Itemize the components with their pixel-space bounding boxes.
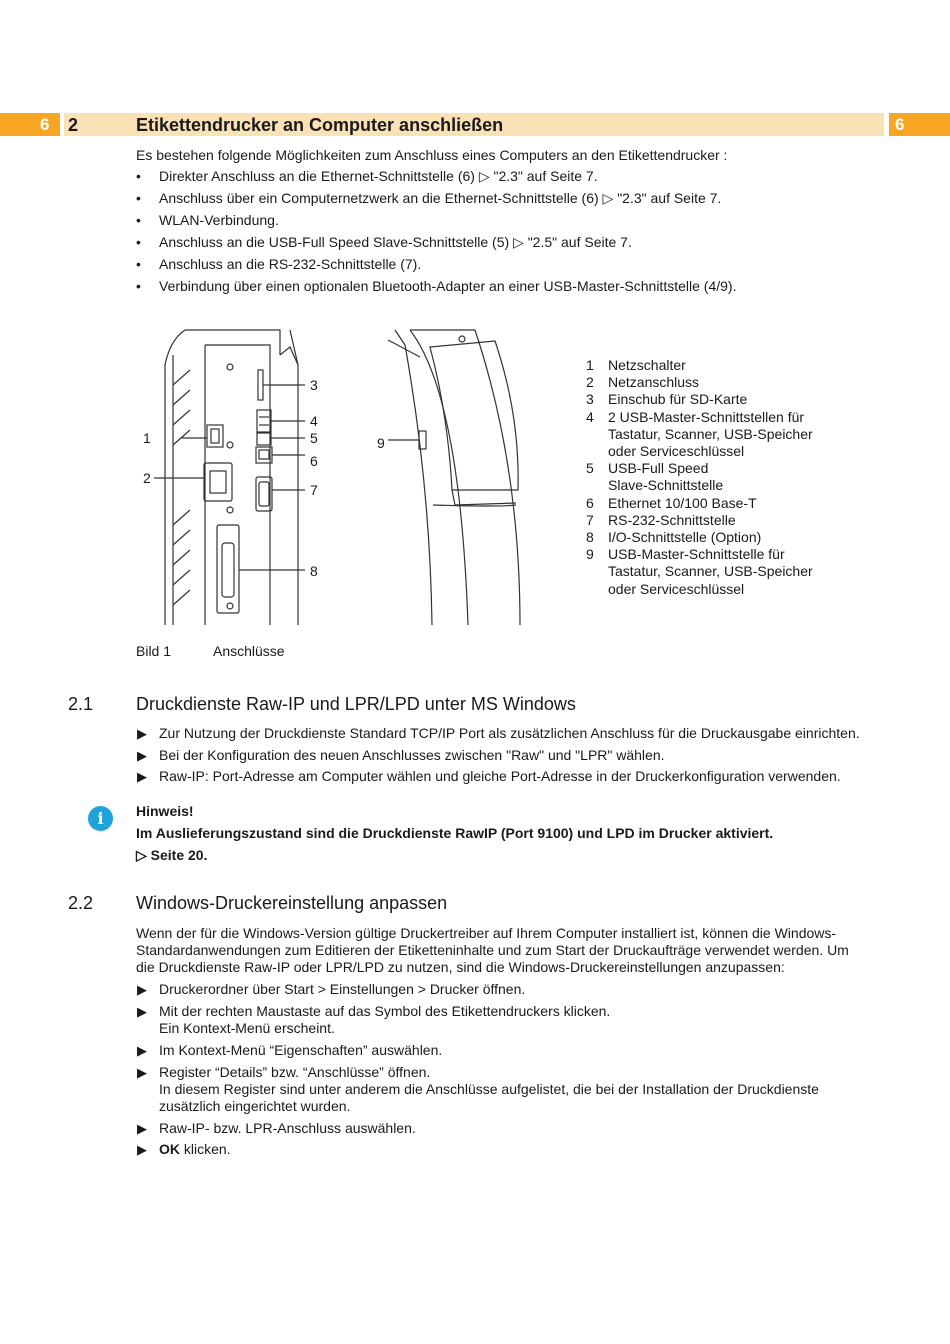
paragraph-line: Standardanwendungen zum Editieren der Etiketteninhalte und zum Start der Druckaufträge verwendet werden. Um — [136, 942, 849, 958]
step-item: Raw-IP: Port-Adresse am Computer wählen und gleiche Port-Adresse in der Druckerkonfiguration verwenden. — [159, 768, 841, 784]
note-line-2: ▷ Seite 20. — [136, 847, 208, 863]
intro-text: Es bestehen folgende Möglichkeiten zum Anschluss eines Computers an den Etikettendrucker : — [136, 147, 728, 163]
step-item: Register “Details” bzw. “Anschlüsse” öffnen. — [159, 1064, 431, 1080]
bullet-dot: • — [136, 212, 141, 228]
bullet-dot: • — [136, 256, 141, 272]
step-arrow-icon: ▶ — [137, 1043, 147, 1058]
page-number-right: 6 — [895, 115, 905, 134]
ok-label: OK — [159, 1141, 180, 1157]
paragraph-line: Wenn der für die Windows-Version gültige Druckertreiber auf Ihrem Computer installiert ist, können die Windows- — [136, 925, 837, 941]
legend-item-cont: oder Serviceschlüssel — [608, 443, 745, 460]
step-arrow-icon: ▶ — [137, 1142, 147, 1157]
figure-caption-text: Anschlüsse — [213, 643, 285, 659]
step-arrow-icon: ▶ — [137, 982, 147, 997]
list-item: Anschluss an die RS-232-Schnittstelle (7). — [159, 256, 422, 272]
legend-item-cont: Tastatur, Scanner, USB-Speicher — [608, 425, 813, 442]
callout-3: 3 — [310, 377, 318, 393]
printer-connectors-illustration — [130, 325, 550, 630]
bullet-dot: • — [136, 168, 141, 184]
step-arrow-icon: ▶ — [137, 769, 147, 784]
legend-item: 5 USB-Full Speed — [586, 460, 709, 477]
legend-item: 3 Einschub für SD-Karte — [586, 391, 748, 408]
callout-1: 1 — [143, 430, 151, 446]
section-2-2-number: 2.2 — [68, 893, 94, 913]
step-item — [159, 1141, 231, 1158]
legend-item-cont: oder Serviceschlüssel — [608, 580, 745, 597]
callout-9: 9 — [377, 435, 385, 451]
legend-item: 1 Netzschalter — [586, 357, 686, 373]
step-item: Im Kontext-Menü “Eigenschaften” auswählen. — [159, 1042, 443, 1058]
section-2-1-title: Druckdienste Raw-IP und LPR/LPD unter MS Windows — [136, 694, 576, 714]
step-item-cont: Ein Kontext-Menü erscheint. — [159, 1020, 335, 1036]
chapter-number: 2 — [68, 115, 79, 135]
legend-item: 6 Ethernet 10/100 Base-T — [586, 494, 757, 511]
step-item: Zur Nutzung der Druckdienste Standard TCP/IP Port als zusätzlichen Anschluss für die Druckausgabe einrichten. — [159, 725, 860, 741]
step-arrow-icon: ▶ — [137, 748, 147, 763]
legend-item: 8 I/O-Schnittstelle (Option) — [586, 529, 762, 546]
chapter-title: Etikettendrucker an Computer anschließen — [136, 115, 504, 135]
legend-item-cont: Slave-Schnittstelle — [608, 477, 724, 494]
info-icon: i — [88, 806, 113, 831]
list-item: WLAN-Verbindung. — [159, 212, 279, 228]
legend-item: 9 USB-Master-Schnittstelle für — [586, 546, 785, 563]
step-item-cont: In diesem Register sind unter anderem die Anschlüsse aufgelistet, die bei der Installation der Druckdienste — [159, 1081, 819, 1097]
step-item: Bei der Konfiguration des neuen Anschlusses zwischen "Raw" und "LPR" wählen. — [159, 747, 665, 763]
legend-item-cont: Tastatur, Scanner, USB-Speicher — [608, 563, 813, 580]
figure-legend — [586, 357, 813, 598]
step-item: Mit der rechten Maustaste auf das Symbol des Etikettendruckers klicken. — [159, 1003, 611, 1019]
section-2-2-title: Windows-Druckereinstellung anpassen — [136, 893, 448, 913]
list-item: Anschluss an die USB-Full Speed Slave-Schnittstelle (5) ▷ "2.5" auf Seite 7. — [159, 234, 632, 250]
step-item: Druckerordner über Start > Einstellungen > Drucker öffnen. — [159, 981, 526, 997]
step-arrow-icon: ▶ — [137, 1121, 147, 1136]
legend-item: 7 RS-232-Schnittstelle — [586, 511, 736, 528]
step-item-rest: klicken. — [180, 1141, 231, 1157]
callout-6: 6 — [310, 453, 318, 469]
callout-2: 2 — [143, 470, 151, 486]
list-item: Verbindung über einen optionalen Bluetooth-Adapter an einer USB-Master-Schnittstelle (4/9). — [159, 278, 737, 294]
bullet-dot: • — [136, 190, 141, 206]
legend-item: 4 2 USB-Master-Schnittstellen für — [586, 408, 805, 425]
list-item: Direkter Anschluss an die Ethernet-Schnittstelle (6) ▷ "2.3" auf Seite 7. — [159, 168, 598, 184]
step-item: Raw-IP- bzw. LPR-Anschluss auswählen. — [159, 1120, 416, 1136]
section-2-1-number: 2.1 — [68, 694, 94, 714]
callout-7: 7 — [310, 482, 318, 498]
figure-caption-label: Bild 1 — [136, 643, 172, 659]
bullet-dot: • — [136, 234, 141, 250]
page-number-left: 6 — [40, 115, 50, 134]
step-arrow-icon: ▶ — [137, 1065, 147, 1080]
note-line-1: Im Auslieferungszustand sind die Druckdienste RawIP (Port 9100) und LPD im Drucker aktiviert. — [136, 825, 774, 841]
legend-item: 2 Netzanschluss — [586, 374, 700, 391]
step-arrow-icon: ▶ — [137, 1004, 147, 1019]
chapter-header-bar — [0, 113, 950, 136]
callout-5: 5 — [310, 430, 318, 446]
callout-4: 4 — [310, 413, 318, 429]
callout-8: 8 — [310, 563, 318, 579]
page-tab-left — [0, 113, 60, 136]
note-title: Hinweis! — [136, 803, 194, 819]
bullet-dot: • — [136, 278, 141, 294]
paragraph-line: die Druckdienste Raw-IP oder LPR/LPD zu nutzen, sind die Windows-Druckereinstellungen anzupassen: — [136, 959, 785, 975]
list-item: Anschluss über ein Computernetzwerk an die Ethernet-Schnittstelle (6) ▷ "2.3" auf Seite 7. — [159, 190, 722, 206]
step-arrow-icon: ▶ — [137, 726, 147, 741]
step-item-cont: zusätzlich eingerichtet wurden. — [159, 1098, 351, 1114]
